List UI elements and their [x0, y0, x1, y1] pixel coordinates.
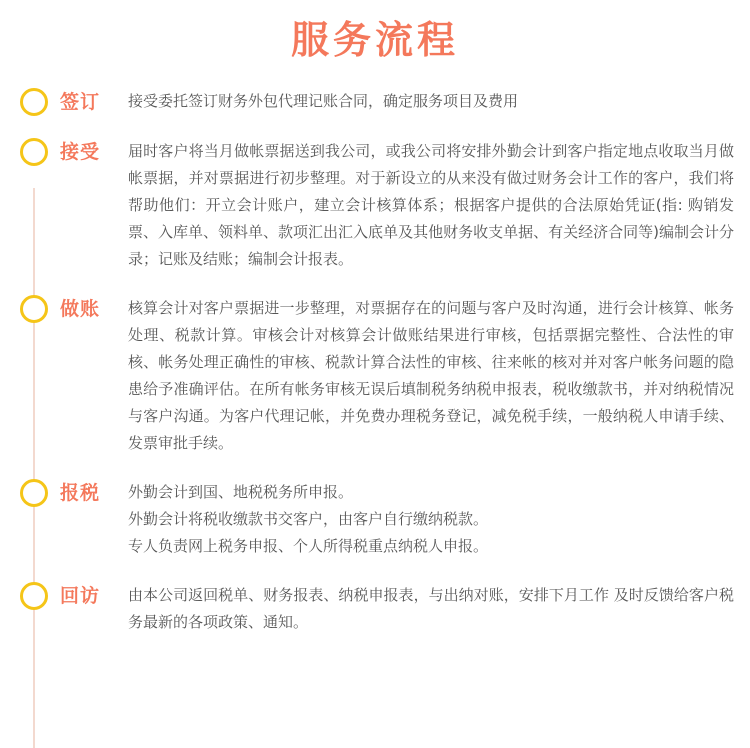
step-text-line: 专人负责网上税务申报、个人所得税重点纳税人申报。 [128, 536, 489, 555]
step-body-tax-filing [128, 479, 750, 560]
step-text-line: 外勤会计到国、地税税务所申报。 [128, 482, 354, 501]
step-label-sign: 签订 [60, 90, 101, 113]
step-text-line: 核算会计对客户票据进一步整理，对票据存在的问题与客户及时沟通，进行会计核算、帐务处理、税款计算。审核会计对核算会计做账结果进行审核，包括票据完整性、合法性的审核、帐务处理正确性的审核、税款计算合法性的审核、往来帐的核对并对客户帐务问题的隐患给予准确评估。在所有帐务审核无误后填制税务纳税申报表，税收缴款书，并对纳税情况与客户沟通。为客户代理记帐，并免费办理税务登记，减免税手续，一般纳税人申请手续、发票审批手续。 [128, 298, 734, 452]
step-bullet-icon [20, 295, 48, 323]
step-text-line: 接受委托签订财务外包代理记账合同，确定服务项目及费用 [128, 91, 519, 110]
process-step-receive [0, 138, 750, 273]
process-step-tax-filing [0, 479, 750, 560]
process-step-bookkeeping [0, 295, 750, 457]
step-text-line: 由本公司返回税单、财务报表、纳税申报表，与出纳对账，安排下月工作 及时反馈给客户税务最新的各项政策、通知。 [128, 585, 734, 631]
step-bullet-icon [20, 479, 48, 507]
page-title: 服务流程 [290, 18, 459, 62]
step-body-sign [128, 88, 750, 115]
step-bullet-icon [20, 582, 48, 610]
step-label-follow-up: 回访 [60, 584, 101, 607]
step-label-bookkeeping: 做账 [60, 297, 101, 320]
step-bullet-icon [20, 138, 48, 166]
step-bullet-icon [20, 88, 48, 116]
process-timeline [0, 88, 750, 636]
process-step-follow-up [0, 582, 750, 636]
process-step-sign [0, 88, 750, 116]
step-text-line: 届时客户将当月做帐票据送到我公司，或我公司将安排外勤会计到客户指定地点收取当月做帐票据，并对票据进行初步整理。对于新设立的从来没有做过财务会计工作的客户，我们将帮助他们：开立会计账户，建立会计核算体系；根据客户提供的合法原始凭证(指: 购销发票、入库单、领料单、款项汇出汇入底单及其他财务收支单据、有关经济合同等)编制会计分录；记账及结账；编制会计报表。 [128, 141, 734, 268]
step-text-line: 外勤会计将税收缴款书交客户，由客户自行缴纳税款。 [128, 509, 489, 528]
step-body-bookkeeping [128, 295, 750, 457]
step-body-receive [128, 138, 750, 273]
step-label-tax-filing: 报税 [60, 481, 101, 504]
step-body-follow-up [128, 582, 750, 636]
step-label-receive: 接受 [60, 140, 101, 163]
